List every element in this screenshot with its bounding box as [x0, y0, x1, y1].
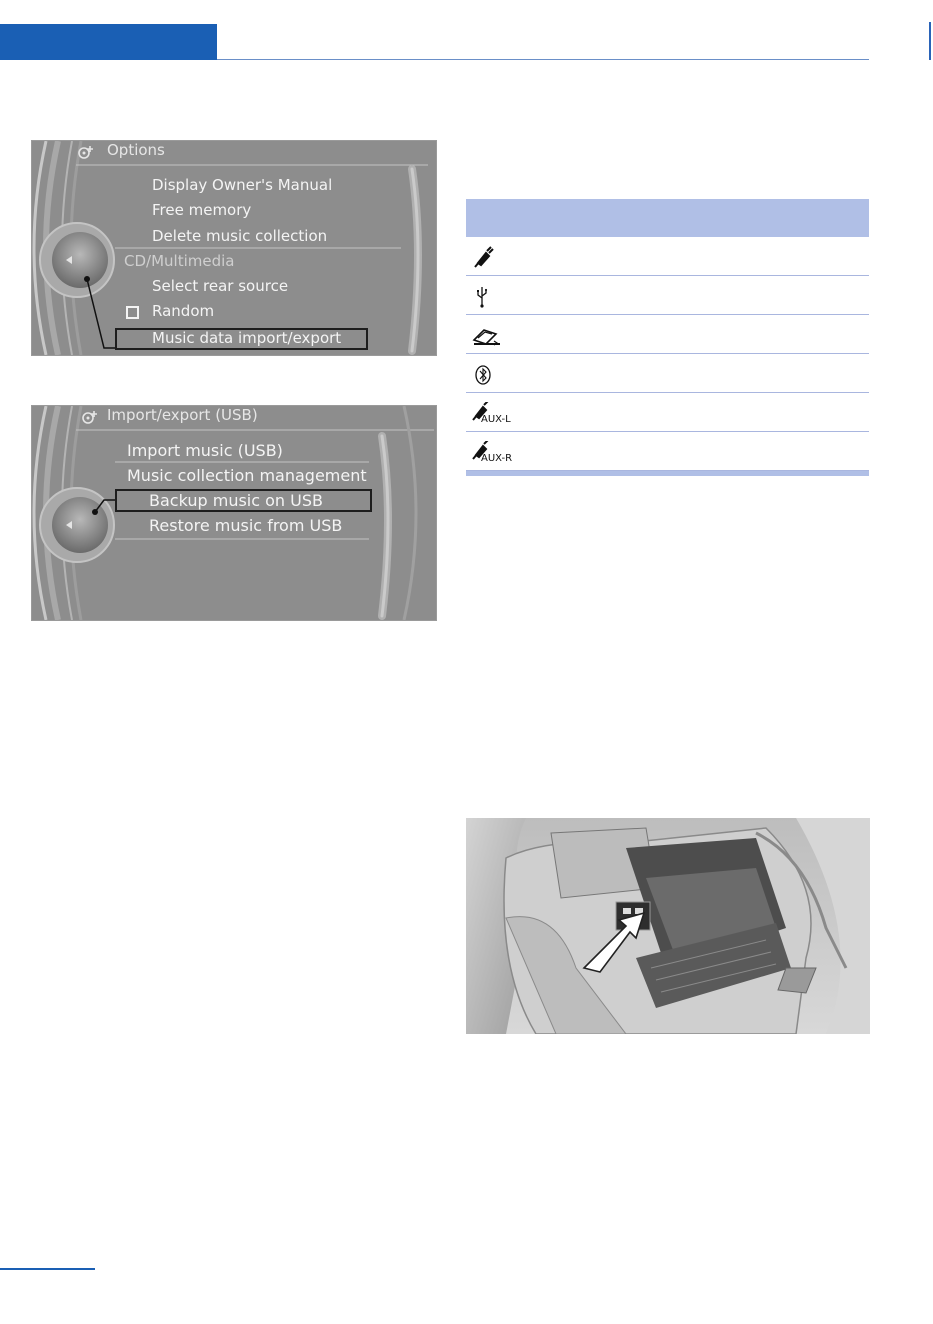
header-edge-mark: [929, 22, 931, 60]
options-title: Options: [107, 141, 165, 159]
menu-item-music-data-import-export[interactable]: Music data import/export: [152, 329, 342, 347]
table-footer-rule: [466, 471, 869, 476]
table-row: [466, 393, 869, 432]
card-reader-icon: [470, 324, 510, 348]
audio-source-table: [466, 199, 869, 476]
options-settings-icon: [76, 143, 96, 163]
options-screen: [31, 140, 437, 356]
usb-settings-icon: [80, 408, 100, 428]
screen-bezel: [32, 406, 436, 620]
table-row: [466, 237, 869, 276]
usb-screen: [31, 405, 437, 621]
menu-item-backup-music-on-usb[interactable]: Backup music on USB: [149, 491, 323, 510]
table-row: [466, 276, 869, 315]
table-row: [466, 315, 869, 354]
center-console-photo: [466, 818, 870, 1034]
menu-item-music-collection-management[interactable]: Music collection management: [127, 466, 367, 485]
menu-item-random[interactable]: Random: [152, 302, 215, 320]
header-rule: [217, 59, 869, 60]
console-illustration: [466, 818, 870, 1034]
table-row: [466, 432, 869, 471]
screen-bezel: [32, 141, 436, 355]
bluetooth-icon: [470, 363, 510, 387]
menu-item-free-memory[interactable]: Free memory: [152, 201, 252, 219]
menu-section-cd-multimedia: CD/Multimedia: [124, 252, 235, 270]
table-row: [466, 354, 869, 393]
aux-left-label: AUX-L: [481, 414, 511, 425]
header-chapter-tab: [0, 24, 217, 60]
usb-title: Import/export (USB): [107, 406, 258, 424]
menu-item-import-music-usb[interactable]: Import music (USB): [127, 441, 283, 460]
menu-item-select-rear-source[interactable]: Select rear source: [152, 277, 289, 295]
aux-right-label: AUX-R: [481, 453, 513, 464]
menu-item-delete-music-collection[interactable]: Delete music collection: [152, 227, 328, 245]
footer-rule: [0, 1268, 95, 1270]
usb-icon: [470, 285, 510, 309]
table-header: [466, 199, 869, 237]
random-checkbox[interactable]: [126, 306, 139, 319]
audio-plug-icon: [470, 246, 510, 270]
menu-item-display-owners-manual[interactable]: Display Owner's Manual: [152, 176, 333, 194]
menu-item-restore-music-from-usb[interactable]: Restore music from USB: [149, 516, 343, 535]
